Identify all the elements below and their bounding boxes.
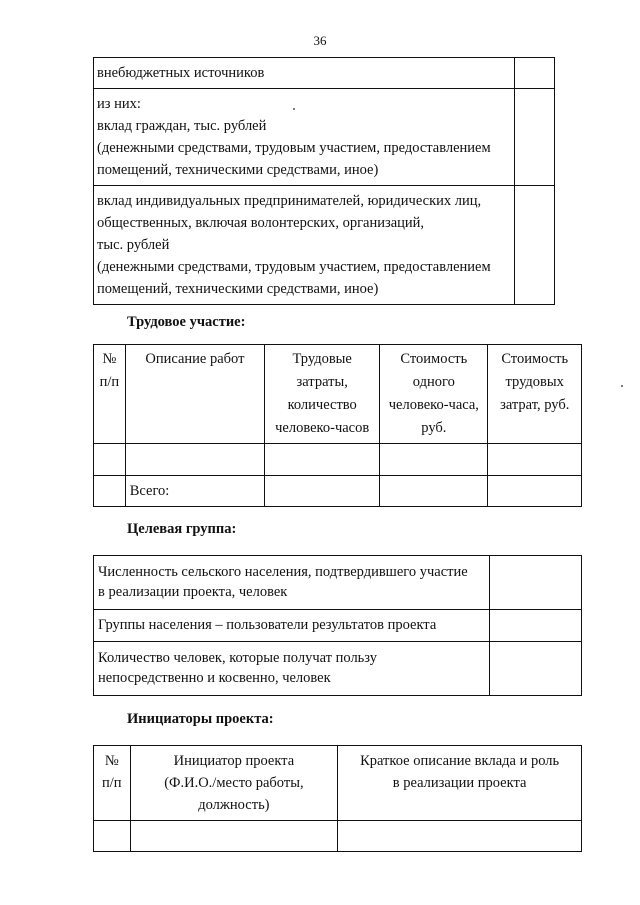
header-text: затраты,	[296, 374, 348, 390]
header-text: Трудовые	[292, 351, 352, 367]
table-row	[94, 58, 555, 89]
table-cell	[94, 89, 515, 186]
header-text: Инициатор проекта	[173, 753, 295, 769]
header-text: Краткое описание вклада и роль	[360, 753, 560, 769]
table-header-row	[94, 345, 582, 444]
table-cell	[265, 476, 380, 507]
value-cell	[514, 89, 554, 186]
value-cell	[514, 186, 554, 305]
table-cell	[380, 476, 488, 507]
cell-text: Группы населения – пользователи результатов проекта	[98, 617, 437, 633]
cell-text: тыс. рублей	[97, 237, 170, 253]
column-header-number	[94, 746, 131, 821]
table-cell	[488, 476, 582, 507]
header-text: п/п	[101, 775, 122, 791]
labor-heading: Трудовое участие:	[127, 314, 246, 330]
cell-text: помещений, техническими средствами, иное)	[97, 281, 379, 297]
cell-text: вклад индивидуальных предпринимателей, юридических лиц,	[97, 193, 482, 209]
table-cell	[94, 610, 490, 642]
header-text: должность)	[198, 797, 270, 813]
table-cell	[338, 821, 582, 852]
cell-text: из них:	[97, 96, 141, 112]
table-row	[94, 186, 555, 305]
value-cell	[490, 556, 582, 610]
table-cell	[380, 444, 488, 476]
cell-text: Численность сельского населения, подтвердившего участие	[98, 564, 468, 580]
table-header-row	[94, 746, 582, 821]
table-cell	[94, 642, 490, 696]
table-cell	[94, 821, 131, 852]
table-cell	[94, 476, 126, 507]
value-cell	[514, 58, 554, 89]
header-text: человеко-часа,	[388, 397, 479, 413]
total-label: Всего:	[125, 476, 264, 507]
table-cell	[94, 556, 490, 610]
funding-sources-table	[93, 57, 555, 305]
table-cell	[94, 444, 126, 476]
table-cell	[265, 444, 380, 476]
table-cell	[94, 58, 515, 89]
table-row	[94, 642, 582, 696]
table-row	[94, 610, 582, 642]
column-header-number	[94, 345, 126, 444]
scan-speck	[621, 385, 623, 387]
initiators-table	[93, 745, 582, 852]
cell-text: вклад граждан, тыс. рублей	[97, 118, 267, 134]
value-cell	[490, 610, 582, 642]
value-cell	[490, 642, 582, 696]
target-group-heading: Целевая группа:	[127, 521, 237, 537]
labor-table	[93, 344, 582, 507]
header-text: человеко-часов	[275, 420, 370, 436]
page-number: 36	[313, 33, 327, 48]
header-text: №	[102, 351, 117, 367]
column-header-hour-cost	[380, 345, 488, 444]
table-row	[94, 89, 555, 186]
header-text: Стоимость	[400, 351, 468, 367]
table-row	[94, 821, 582, 852]
column-header-total-cost	[488, 345, 582, 444]
header-text: количество	[287, 397, 357, 413]
column-header-labor-costs	[265, 345, 380, 444]
header-text: Стоимость	[501, 351, 569, 367]
target-group-table	[93, 555, 582, 696]
cell-text: помещений, техническими средствами, иное)	[97, 162, 379, 178]
header-text: затрат, руб.	[500, 397, 570, 413]
cell-text: внебюджетных источников	[97, 65, 265, 81]
cell-text: в реализации проекта, человек	[98, 584, 288, 600]
table-row	[94, 444, 582, 476]
header-text: руб.	[421, 420, 447, 436]
scan-speck	[293, 108, 295, 110]
cell-text: общественных, включая волонтерских, организаций,	[97, 215, 425, 231]
header-text: Описание работ	[145, 351, 245, 367]
header-text: п/п	[99, 374, 120, 390]
cell-text: (денежными средствами, трудовым участием, предоставлением	[97, 259, 491, 275]
header-text: №	[104, 753, 119, 769]
table-cell	[125, 444, 264, 476]
column-header-initiator	[130, 746, 338, 821]
header-text: трудовых	[505, 374, 564, 390]
table-cell	[488, 444, 582, 476]
table-row	[94, 556, 582, 610]
header-text: в реализации проекта	[392, 775, 527, 791]
cell-text: Количество человек, которые получат пользу	[98, 650, 377, 666]
cell-text: (денежными средствами, трудовым участием, предоставлением	[97, 140, 491, 156]
table-cell	[130, 821, 338, 852]
table-cell	[94, 186, 515, 305]
initiators-heading: Инициаторы проекта:	[127, 711, 274, 727]
table-row-total	[94, 476, 582, 507]
column-header-contribution	[338, 746, 582, 821]
header-text: одного	[412, 374, 455, 390]
column-header-description	[125, 345, 264, 444]
header-text: (Ф.И.О./место работы,	[164, 775, 304, 791]
cell-text: непосредственно и косвенно, человек	[98, 670, 331, 686]
